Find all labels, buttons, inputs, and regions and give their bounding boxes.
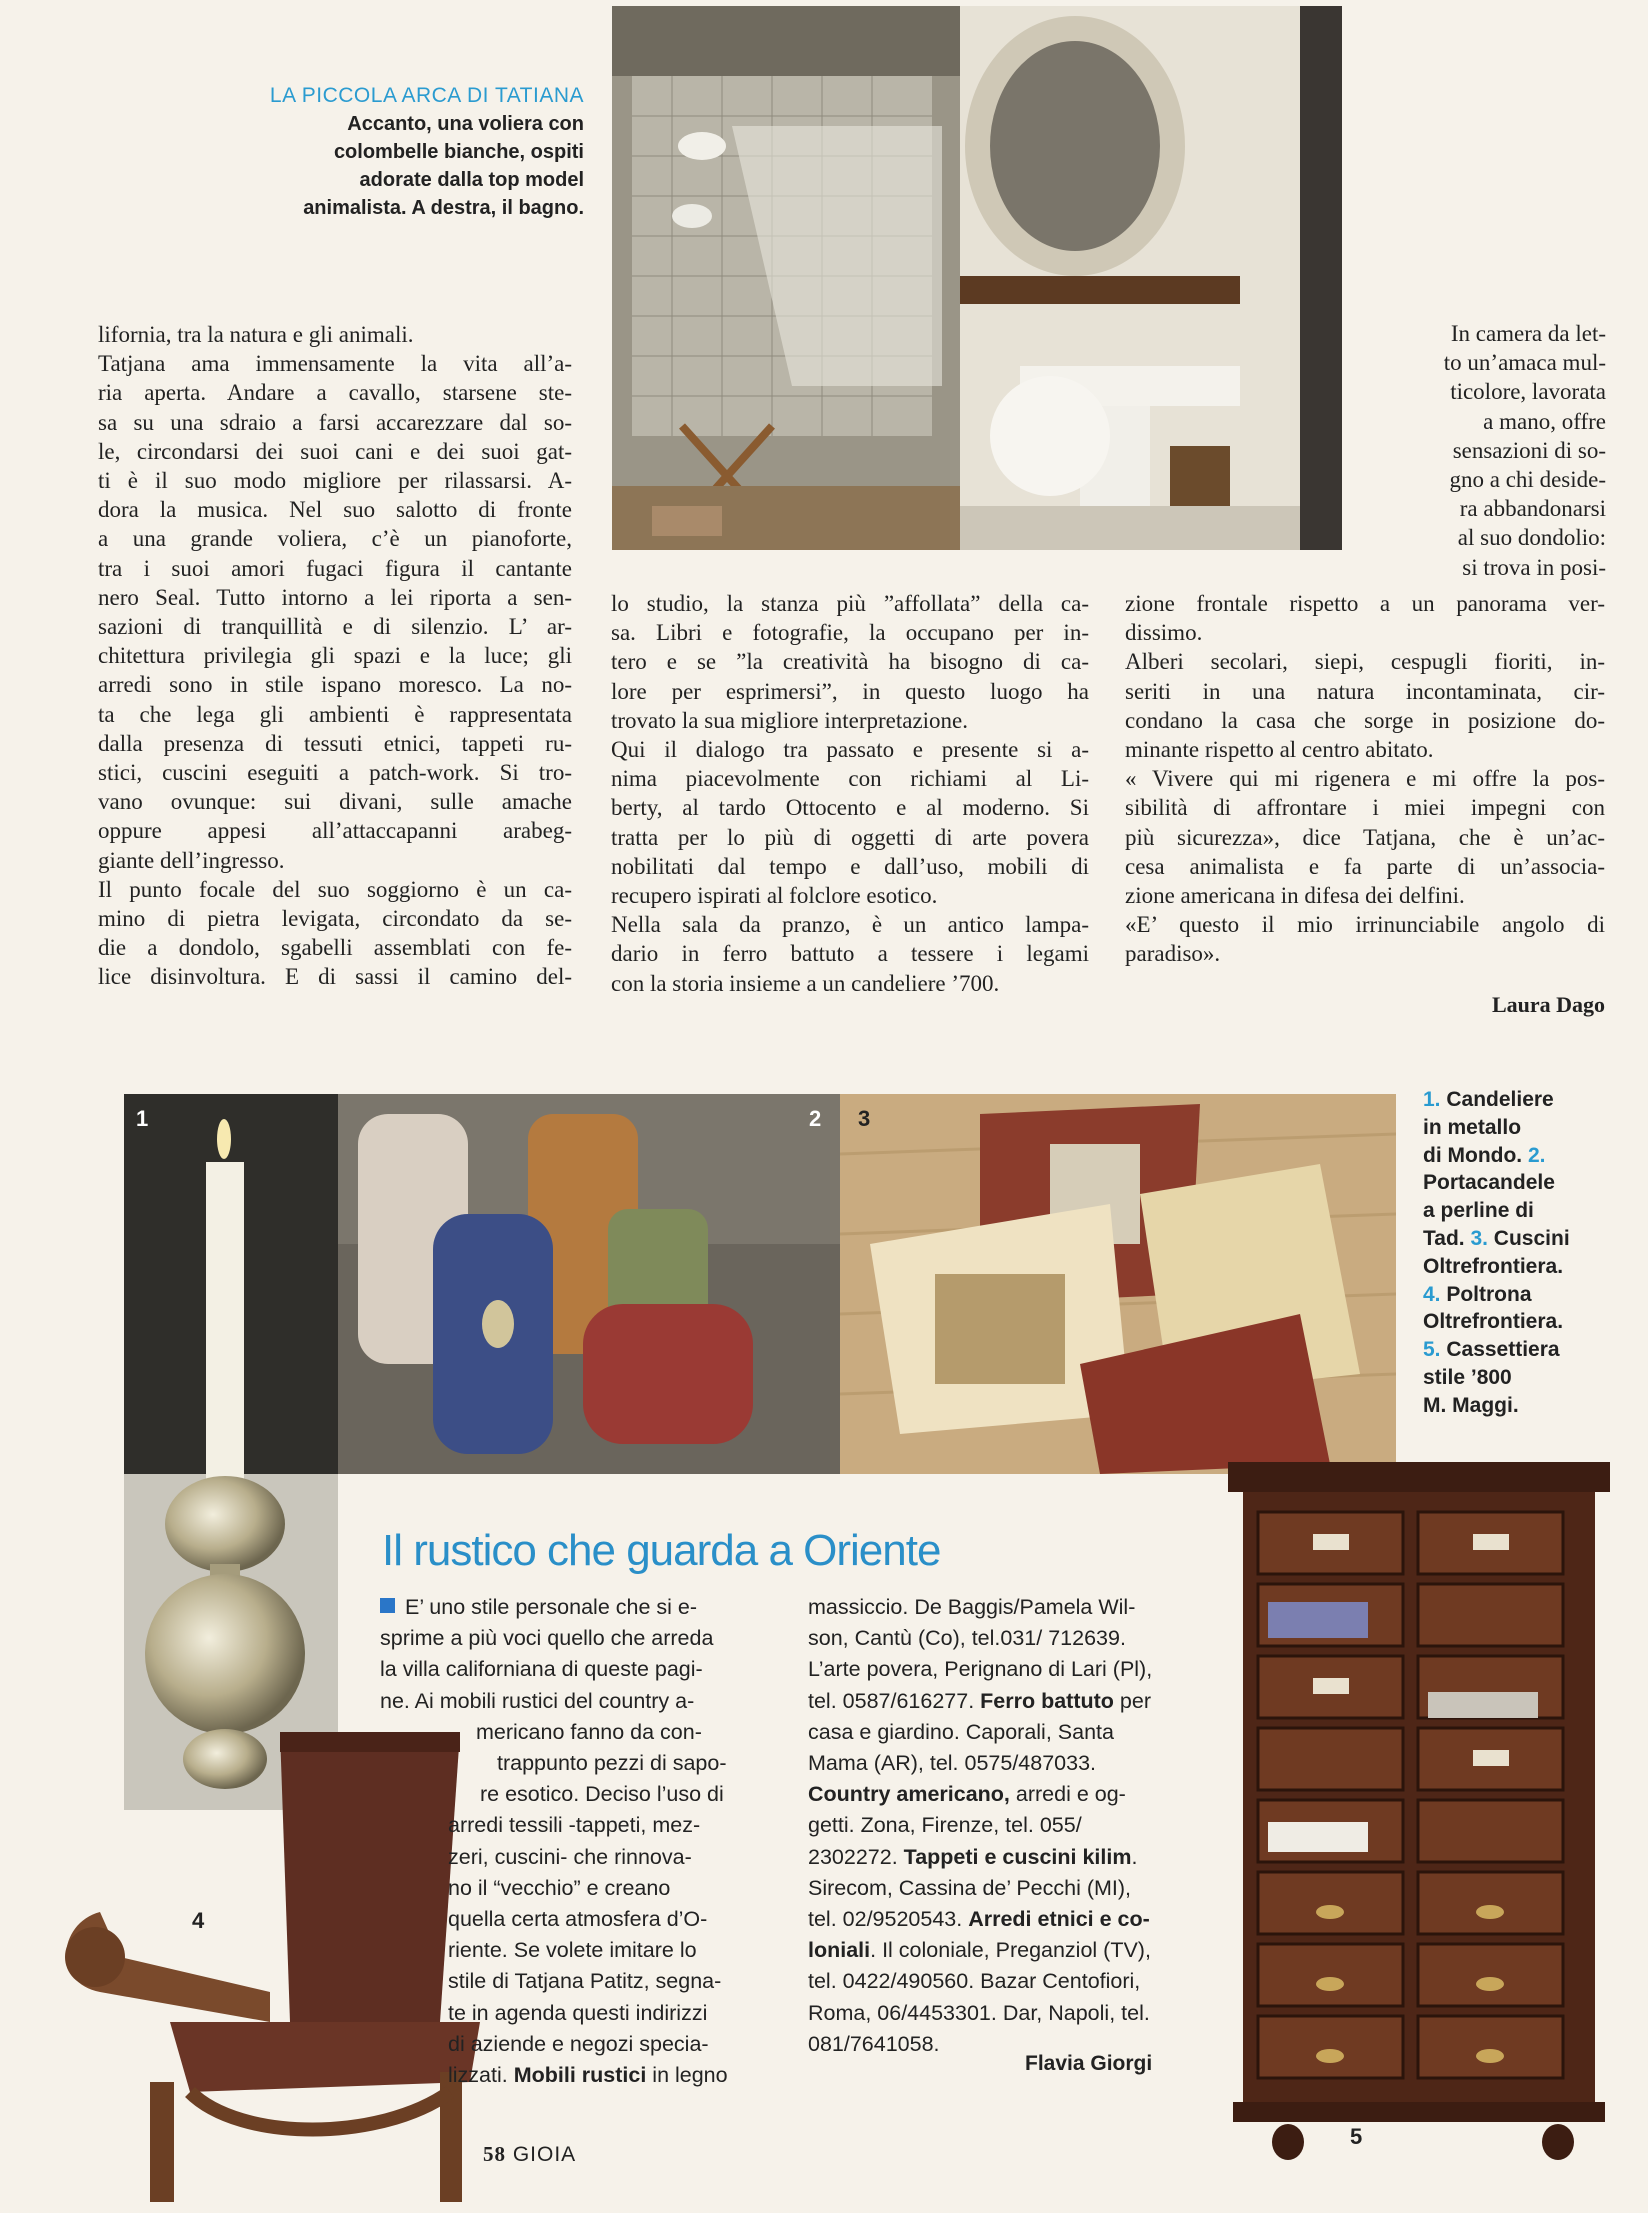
article-line: ria aperta. Andare a cavallo, starsene ste- — [98, 380, 572, 406]
box-line — [808, 1998, 1208, 2029]
box-line-text: te in agenda questi indirizzi — [448, 2000, 708, 2025]
box-line-text: 081/7641058. — [808, 2031, 940, 2056]
box-line — [808, 1717, 1208, 1748]
caption-text: Candeliere — [1440, 1088, 1554, 1111]
box-line-text: Mama (AR), tel. 0575/487033. — [808, 1751, 1097, 1776]
caption-text — [200, 110, 584, 222]
box-line-text: quella certa atmosfera d’O- — [448, 1907, 708, 1932]
article-line: a una grande voliera, c’è un pianoforte, — [98, 526, 572, 552]
box-line-text: Sirecom, Cassina de’ Pecchi (MI), — [808, 1875, 1131, 1900]
article-line: sibilità di affrontare i miei impegni con — [1125, 795, 1605, 821]
caption-number: 1. — [1423, 1088, 1441, 1111]
product-number-3: 3 — [858, 1106, 871, 1131]
box-line — [380, 1810, 780, 1841]
box-line-text: sprime a più voci quello che arreda — [380, 1626, 714, 1651]
article-line: vano ovunque: sui divani, sulle amache — [98, 789, 572, 815]
box-line-text: per — [1113, 1688, 1151, 1713]
article-line: a mano, offre — [1483, 408, 1606, 434]
box-line-text: tel. 02/9520543. — [808, 1907, 969, 1932]
article-line: ticolore, lavorata — [1450, 379, 1606, 405]
aviary-photo — [612, 6, 960, 550]
article-line: trovato la sua migliore interpretazione. — [611, 707, 969, 733]
caption-line — [1423, 1281, 1623, 1309]
article-line: nobilitati dal tempo e dall’uso, mobili di — [611, 853, 1089, 879]
caption-text: Portacandele — [1423, 1171, 1555, 1195]
box-line — [380, 1654, 780, 1685]
article-line: lifornia, tra la natura e gli animali. — [98, 322, 414, 347]
article-line: tratta per lo più di oggetti di arte povera — [611, 824, 1089, 850]
article-line: nero Seal. Tutto intorno a lei riporta a sen- — [98, 584, 572, 610]
box-line — [808, 1904, 1208, 1935]
caption-line: adorate dalla top model — [359, 169, 584, 191]
article-line: giante dell’ingresso. — [98, 847, 285, 873]
article-line: minante rispetto al centro abitato. — [1125, 737, 1434, 763]
caption-text: Tad. — [1423, 1226, 1471, 1250]
box-line-text: zeri, cuscini- che rinnova- — [448, 1844, 692, 1869]
bead-lanterns-photo — [338, 1094, 840, 1474]
product-number-5: 5 — [1350, 2124, 1363, 2149]
article-line: die a dondolo, sgabelli assemblati con fe- — [98, 935, 572, 961]
article-line: zione americana in difesa dei delfini. — [1125, 883, 1465, 909]
box-line-bold: Ferro battuto — [980, 1688, 1114, 1713]
article-line: ta che lega gli ambienti è rappresentata — [98, 701, 572, 727]
article-line: Qui il dialogo tra passato e presente si a- — [611, 737, 1089, 763]
box-line — [380, 1904, 780, 1935]
caption-text: a perline di — [1423, 1199, 1534, 1223]
article-author: Laura Dago — [1491, 992, 1605, 1017]
box-right-column — [808, 1592, 1208, 2060]
article-line: sensazioni di so- — [1452, 437, 1606, 463]
box-line-text: massiccio. De Baggis/Pamela Wil- — [808, 1595, 1136, 1619]
article-line: dora la musica. Nel suo salotto di fronte — [98, 497, 572, 523]
article-line: chitettura privilegia gli spazi e la luce; gli — [98, 643, 572, 669]
candle-holder-photo — [124, 1094, 338, 1810]
article-line: lice disinvoltura. E di sassi il camino del- — [98, 964, 572, 990]
box-line-text: L’arte povera, Perignano di Lari (Pl), — [808, 1657, 1153, 1682]
article-line: stici, cuscini eseguiti a patch-work. Si tro- — [98, 760, 572, 786]
caption-line: animalista. A destra, il bagno. — [303, 197, 584, 219]
article-line: sazioni di tranquillità e di silenzio. L’ ar- — [98, 614, 572, 640]
box-line-text: riente. Se volete imitare lo — [448, 1938, 697, 1963]
article-line: seriti in una natura incontaminata, cir- — [1125, 678, 1605, 704]
caption-kicker: LA PICCOLA ARCA DI TATIANA — [269, 84, 584, 107]
caption-text: Cuscini — [1487, 1226, 1570, 1250]
caption-text: Poltrona — [1440, 1282, 1532, 1306]
box-line — [380, 1748, 780, 1779]
caption-line: Accanto, una voliera con — [347, 113, 584, 135]
caption-number: 5. — [1423, 1338, 1441, 1362]
page-number: 58 — [483, 2142, 506, 2166]
box-line — [808, 1935, 1208, 1966]
box-line-text: mericano fanno da con- — [476, 1719, 702, 1744]
caption-line — [1423, 1169, 1623, 1197]
box-line — [380, 2060, 780, 2091]
article-line: dissimo. — [1125, 620, 1203, 646]
article-line: dalla presenza di tessuti etnici, tappeti ru- — [98, 730, 572, 756]
products-caption — [1423, 1086, 1623, 1420]
box-line — [380, 1686, 780, 1717]
box-line — [808, 1654, 1208, 1685]
caption-text: in metallo — [1423, 1115, 1522, 1139]
box-author: Flavia Giorgi — [1025, 2052, 1153, 2075]
box-line-text: tel. 0422/490560. Bazar Centofiori, — [808, 1969, 1141, 1994]
article-line: berty, al tardo Ottocento e al moderno. Si — [611, 795, 1089, 821]
box-line-bold: Arredi etnici e co- — [968, 1907, 1150, 1932]
box-line-bold: Country americano, — [808, 1782, 1010, 1807]
article-line: recupero ispirati al folclore esotico. — [611, 883, 938, 909]
caption-number: 4. — [1423, 1282, 1441, 1306]
article-line: tero e se ”la creatività ha bisogno di ca- — [611, 649, 1089, 675]
box-heading: Il rustico che guarda a Oriente — [382, 1526, 941, 1575]
article-line: sa su una sdraio a farsi accarezzare dal so- — [98, 409, 572, 435]
caption-line — [1423, 1086, 1623, 1114]
box-line — [380, 1592, 780, 1623]
article-column-1 — [98, 320, 572, 992]
caption-number: 2. — [1527, 1143, 1546, 1167]
box-line — [808, 1779, 1208, 1810]
caption-line — [1423, 1392, 1623, 1420]
article-line: In camera da let- — [1450, 321, 1606, 346]
box-line-bold: loniali — [808, 1938, 871, 1963]
page-folio — [483, 2142, 576, 2167]
bullet-icon — [380, 1598, 395, 1613]
caption-line — [1423, 1225, 1623, 1253]
box-line-text: in legno — [646, 2063, 728, 2088]
chest-of-drawers-photo — [1228, 1462, 1610, 2162]
caption-text: stile ’800 — [1423, 1365, 1512, 1389]
box-line — [380, 1717, 780, 1748]
article-line: lore per esprimersi”, in questo luogo ha — [611, 678, 1089, 704]
article-line: si trova in posi- — [1462, 554, 1606, 580]
article-line: condano la casa che sorge in posizione do- — [1125, 707, 1605, 733]
box-line-text: di aziende e negozi specia- — [448, 2031, 709, 2056]
caption-line — [1423, 1114, 1623, 1142]
caption-line — [1423, 1142, 1623, 1170]
article-line: al suo dondolio: — [1457, 525, 1606, 551]
caption-text: di Mondo. — [1423, 1143, 1528, 1167]
article-line: paradiso». — [1125, 941, 1221, 967]
magazine-name: GIOIA — [512, 2143, 577, 2166]
box-line-bold: Mobili rustici — [507, 2063, 647, 2088]
box-line-text: E’ uno stile personale che si e- — [405, 1595, 698, 1619]
caption-line — [1423, 1253, 1623, 1281]
box-line-text: 2302272. — [808, 1844, 904, 1869]
box-line — [380, 1935, 780, 1966]
box-line-text: Roma, 06/4453301. Dar, Napoli, tel. — [808, 2000, 1150, 2025]
article-line: gno a chi deside- — [1449, 467, 1606, 493]
article-line: arredi sono in stile ispano moresco. La no- — [98, 672, 572, 698]
box-line-text: re esotico. Deciso l’uso di — [480, 1782, 724, 1807]
box-line-text: no il “vecchio” e creano — [448, 1875, 671, 1900]
box-line — [380, 1966, 780, 1997]
article-column-3-wide — [1125, 589, 1605, 969]
product-number-4: 4 — [192, 1908, 205, 1933]
caption-line — [1423, 1336, 1623, 1364]
article-line: mino di pietra levigata, circondato da se- — [98, 906, 572, 932]
article-line: Nella sala da pranzo, è un antico lampa- — [611, 912, 1089, 938]
caption-text: Oltrefrontiera. — [1423, 1310, 1564, 1334]
box-line — [380, 2029, 780, 2060]
box-line — [380, 1998, 780, 2029]
box-line — [380, 1779, 780, 1810]
article-line: lo studio, la stanza più ”affollata” della ca- — [611, 591, 1089, 616]
article-line: « Vivere qui mi rigenera e mi offre la pos- — [1125, 766, 1605, 792]
box-line-text: ne. Ai mobili rustici del country a- — [380, 1688, 695, 1713]
box-line-text: . — [1131, 1844, 1138, 1869]
caption-text: Oltrefrontiera. — [1423, 1254, 1564, 1278]
box-line — [808, 1592, 1208, 1623]
box-line-text: casa e giardino. Caporali, Santa — [808, 1719, 1114, 1744]
box-line — [808, 1873, 1208, 1904]
article-line: Tatjana ama immensamente la vita all’a- — [98, 351, 572, 377]
box-line — [808, 1623, 1208, 1654]
box-left-column — [380, 1592, 780, 2091]
caption-text: Cassettiera — [1440, 1338, 1560, 1362]
box-line — [380, 1873, 780, 1904]
article-line: sa. Libri e fotografie, la occupano per in- — [611, 620, 1089, 646]
box-line — [808, 1810, 1208, 1841]
caption-line — [1423, 1364, 1623, 1392]
box-line — [808, 1748, 1208, 1779]
article-line: dario in ferro battuto a tessere i legami — [611, 941, 1089, 967]
box-line — [380, 1623, 780, 1654]
caption-number: 3. — [1470, 1226, 1488, 1250]
article-line: con la storia insieme a un candeliere ’700. — [611, 970, 1000, 996]
bathroom-photo — [960, 6, 1342, 550]
box-line-text: getti. Zona, Firenze, tel. 055/ — [808, 1813, 1082, 1838]
caption-text: M. Maggi. — [1423, 1393, 1519, 1417]
box-line-text: son, Cantù (Co), tel.031/ 712639. — [808, 1626, 1126, 1651]
box-line — [808, 1966, 1208, 1997]
box-line-text: tel. 0587/616277. — [808, 1688, 981, 1713]
box-line-text: trappunto pezzi di sapo- — [497, 1751, 727, 1776]
box-line-bold: Tappeti e cuscini kilim — [903, 1844, 1132, 1869]
article-line: Il punto focale del suo soggiorno è un ca- — [98, 876, 572, 902]
article-line: le, circondarsi dei suoi cani e dei suoi gat- — [98, 438, 572, 464]
caption-line — [1423, 1197, 1623, 1225]
product-number-2: 2 — [809, 1106, 822, 1131]
box-line-text: . Il coloniale, Preganziol (TV), — [870, 1938, 1151, 1963]
product-number-1: 1 — [136, 1106, 149, 1131]
article-line: cesa animalista e fa parte di un’associa- — [1125, 853, 1605, 879]
box-line-text: arredi tessili -tappeti, mez- — [448, 1813, 701, 1838]
article-line: to un’amaca mul- — [1443, 350, 1606, 376]
box-line — [380, 1842, 780, 1873]
article-line: tra i suoi amori fugaci figura il cantante — [98, 555, 572, 581]
article-line: oppure appesi all’attaccapanni arabeg- — [98, 818, 572, 844]
box-line — [808, 1842, 1208, 1873]
article-line: Alberi secolari, siepi, cespugli fioriti, in- — [1125, 649, 1605, 675]
box-line-text: lizzati. — [448, 2063, 508, 2088]
article-line: nima piacevolmente con richiami al Li- — [611, 766, 1089, 792]
box-line — [808, 1686, 1208, 1717]
article-line: ra abbandonarsi — [1459, 496, 1606, 522]
caption-line: colombelle bianche, ospiti — [333, 141, 584, 163]
article-line: più sicurezza», dice Tatjana, che è un’ac- — [1125, 824, 1605, 850]
box-line-text: la villa californiana di queste pagi- — [380, 1657, 703, 1682]
cushions-photo — [840, 1094, 1396, 1474]
article-line: zione frontale rispetto a un panorama ver- — [1125, 591, 1605, 616]
article-column-2 — [611, 589, 1089, 998]
box-line-text: arredi e og- — [1009, 1782, 1126, 1807]
article-line: «E’ questo il mio irrinunciabile angolo di — [1125, 912, 1605, 938]
article-column-3-narrow — [1400, 319, 1606, 582]
caption-line — [1423, 1308, 1623, 1336]
box-line-text: stile di Tatjana Patitz, segna- — [448, 1969, 722, 1994]
article-line: ti è il suo modo migliore per rilassarsi. A- — [98, 468, 572, 494]
